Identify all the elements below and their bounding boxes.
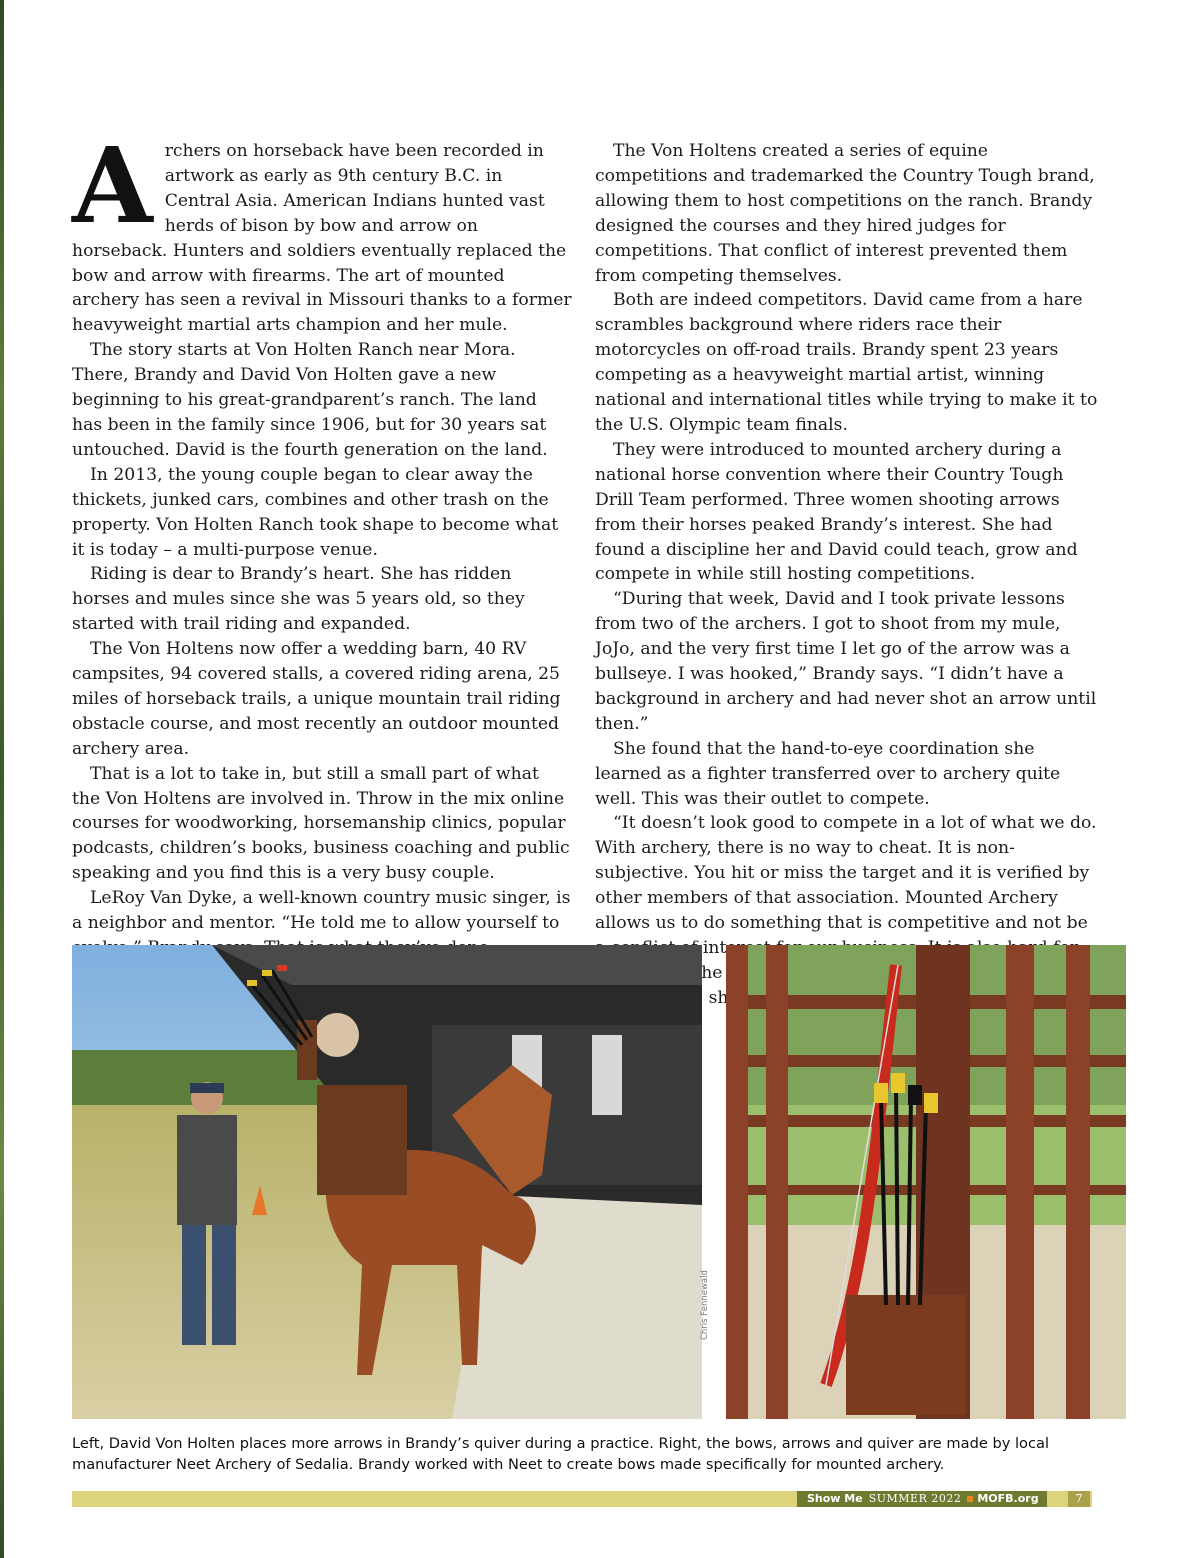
article-paragraph — [72, 124, 572, 338]
article-column-right — [595, 139, 1098, 1011]
article-paragraph: That is a lot to take in, but still a small part of what the Von Holtens are involved in. Throw in the mix online courses for woodworking, horsemanship clinics, popular podcasts, children’s books, business coaching and public speaking and you find this is a very busy couple. — [72, 763, 570, 884]
drop-cap: A — [72, 124, 153, 247]
photo-credit: Chris Fennewald — [700, 1270, 710, 1340]
article-paragraph: Both are indeed competitors. David came from a hare scrambles background where riders race their motorcycles on off-road trails. Brandy spent 23 years competing as a heavyweight martial artist, winning national and international titles while trying to make it to the U.S. Olympic team finals. — [595, 290, 1098, 435]
article-paragraph: The Von Holtens created a series of equine competitions and trademarked the Country Tough brand, allowing them to host competitions on the ranch. Brandy designed the courses and they hired judges for competitions. That conflict of interest prevented them from competing themselves. — [595, 141, 1095, 286]
footer-separator-square — [967, 1496, 973, 1502]
article-column-left — [72, 124, 572, 961]
article-paragraph: “During that week, David and I took private lessons from two of the archers. I got to shoot from my mule, JoJo, and the very first time I let go of the arrow was a bullseye. I was hooked,” Brandy says. “I didn’t have a background in archery and had never shot an arrow until then.” — [595, 589, 1097, 734]
photo-caption: Left, David Von Holten places more arrows in Brandy’s quiver during a practice. Right, the bows, arrows and quiver are made by local manufacturer Neet Archery of Sedalia. Brandy worked with Neet to create bows made specifically for mounted archery. — [72, 1435, 1049, 1473]
photo-mounted-archery-practice — [72, 945, 702, 1419]
footer-site: MOFB.org — [977, 1492, 1039, 1505]
article-paragraph: “It doesn’t look good to compete in a lot of what we do. With archery, there is no way to cheat. It is non-subjective. You hit or miss the target and it is verified by other members of that association. Mounted Archery allows us to do something that is competitive and not be the she — [595, 813, 1097, 1008]
footer-masthead — [797, 1491, 1047, 1507]
article-paragraph: She found that the hand-to-eye coordination she learned as a fighter transferred over to archery quite well. This was their outlet to compete. — [595, 738, 1061, 809]
article-paragraph: LeRoy Van Dyke, a well-known country music singer, is a neighbor and mentor. “He told me to allow yourself to — [72, 888, 571, 934]
paragraph-text: rchers on horseback have been recorded in artwork as early as 9th century B.C. in Central Asia. American Indians hunted vast herds of bison by bow and arrow on horseback. Hunters and soldiers eventually replaced the bow and arrow with firearms. The art of mounted archery has seen a revival in Missouri thanks to a former heavyweight martial arts champion and her mule. — [72, 141, 572, 336]
footer-issue: SUMMER 2022 — [868, 1492, 962, 1505]
page-edge-strip — [0, 0, 4, 1558]
article-paragraph: The Von Holtens now offer a wedding barn, 40 RV campsites, 94 covered stalls, a covered riding arena, 25 miles of horseback trails, a unique mountain trail riding obstacle course, and most recently an outdoor mounted archery area. — [72, 639, 561, 759]
article-paragraph: Riding is dear to Brandy’s heart. She has ridden horses and mules since she was 5 years old, so they started with trail riding and expanded. — [72, 564, 525, 635]
article-paragraph: In 2013, the young couple began to clear away the thickets, junked cars, combines and other trash on the property. Von Holten Ranch took shape to become what it is today – a multi-purpose venue. — [72, 464, 559, 560]
footer-brand: Show Me — [807, 1492, 863, 1505]
page-number: 7 — [1068, 1491, 1090, 1507]
photo-bow-and-quiver — [726, 945, 1126, 1419]
article-paragraph: They were introduced to mounted archery during a national horse convention where their Country Tough Drill Team performed. Three women shooting arrows from their horses peaked Brandy’s interest. She had found a discipline her and David could teach, grow and compete in while still hosting competitions. — [595, 439, 1078, 585]
article-paragraph: The story starts at Von Holten Ranch near Mora. There, Brandy and David Von Holten gave a new beginning to his great-grandparent’s ranch. The land has been in the family since 1906, but for 30 years sat untouched. David is the fourth generation on the land. — [72, 340, 548, 460]
